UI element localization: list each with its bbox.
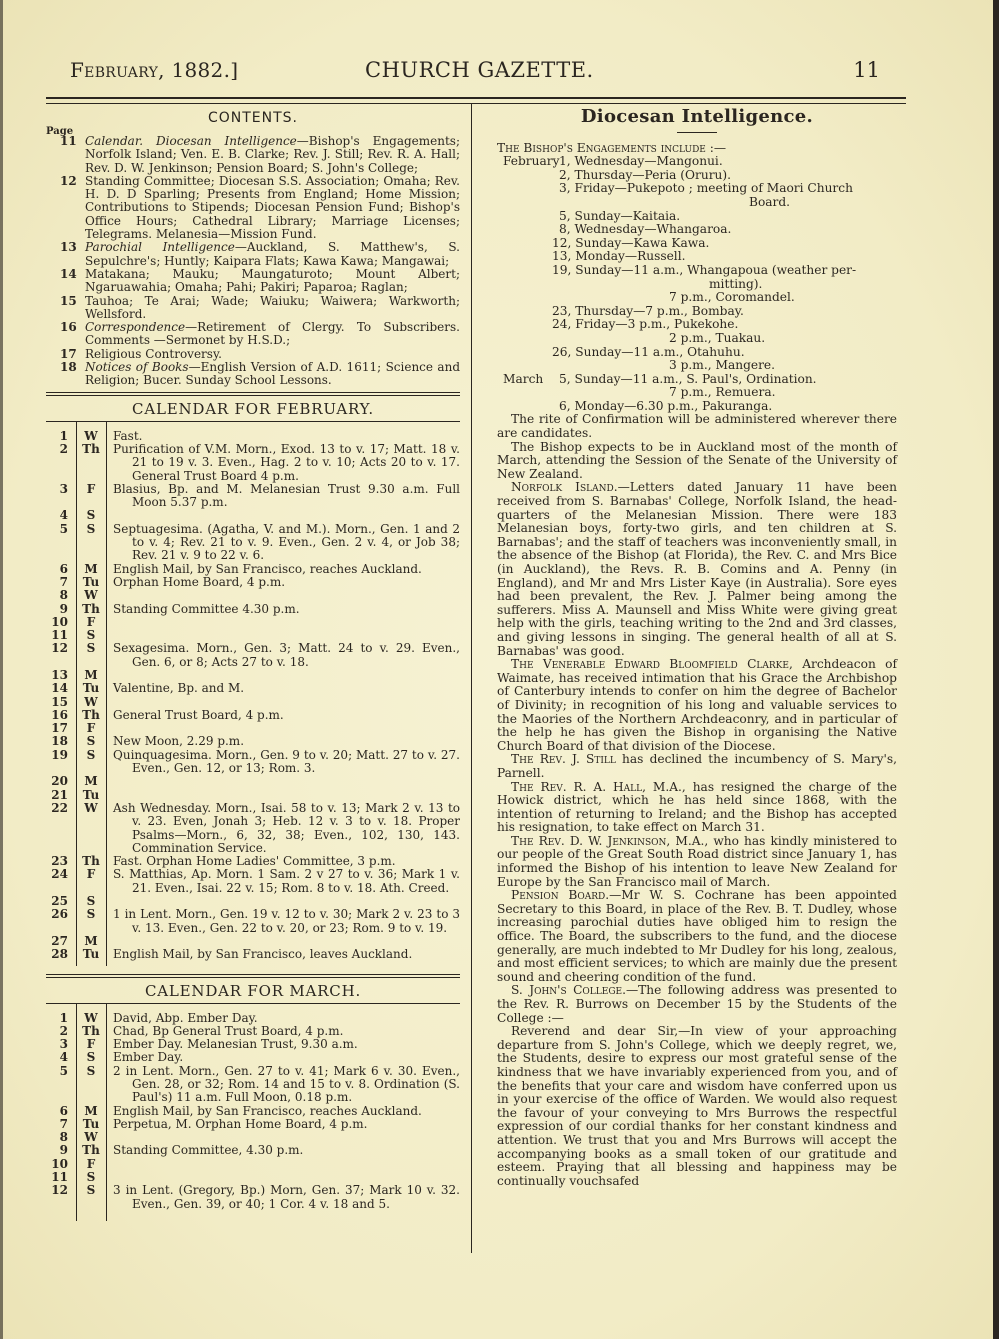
- calendar-day: 10: [51, 1156, 68, 1171]
- paragraph-text: Reverend and dear Sir,—In view of your approaching departure from S. John's College, which we deeply regret, we, the Students, desire to express our most grateful sense of the kindness that we have invariably experienced from you, and of the benefits that your care and wisdom have conferred upon us in your exercise of the office of Warden. We would also request the favour of your conveying to Mrs Burrows the respectful expression of our cordial thanks for her constant kindness and attention. We trust that you and Mrs Burrows will accept the accompanying books as a small token of our gratitude and esteem. Praying that all blessing and happiness may be continually vouchsafed: [497, 1024, 897, 1188]
- contents-item: [46, 268, 460, 295]
- section-rule: [46, 974, 460, 978]
- calendar-row: [46, 775, 460, 788]
- engagement-text: 3, Friday—Pukepoto ; meeting of Maori Church: [559, 181, 853, 196]
- calendar-entry: David, Abp. Ember Day.: [113, 1010, 258, 1025]
- paragraph-text: The rite of Confirmation will be administered wherever there are candidates.: [497, 412, 897, 441]
- article-paragraph: [497, 753, 897, 780]
- engagement-text: 6, Monday—6.30 p.m., Pakuranga.: [559, 398, 773, 413]
- calendar-row: [46, 948, 460, 961]
- engagement-line: [497, 386, 897, 400]
- contents-page-number: 14: [60, 266, 77, 281]
- calendar-day: 18: [51, 734, 68, 749]
- contents-item-text: —English Version of A.D. 1611; Science and Religion; Bucer. Sunday School Lessons.: [85, 360, 460, 388]
- page-edge-left: [0, 0, 3, 1339]
- calendar-weekday: W: [84, 428, 98, 443]
- contents-page-number: 17: [60, 346, 77, 361]
- engagement-text: 5, Sunday—11 a.m., S. Paul's, Ordination.: [559, 371, 817, 386]
- calendar-entry: 3 in Lent. (Gregory, Bp.) Morn, Gen. 37; Mark 10 v. 32. Even., Gen. 39, or 40; 1 Cor. 4 v. 18 and 5.: [113, 1183, 460, 1211]
- calendar-row: [46, 629, 460, 642]
- contents-item: [46, 175, 460, 241]
- right-column: [497, 104, 897, 1188]
- calendar-entry: [106, 669, 460, 682]
- calendar-weekday: S: [86, 1050, 96, 1065]
- article-paragraph: [497, 835, 897, 889]
- calendar-weekday: Tu: [82, 787, 100, 802]
- contents-item-text: —Auckland, S. Matthew's, S. Sepulchre's; Huntly; Kaipara Flats; Kawa Kawa; Mangawai;: [85, 240, 460, 268]
- calendar-entry: 1 in Lent. Morn., Gen. 19 v. 12 to v. 30; Mark 2 v. 23 to 3 v. 13. Even., Gen. 22 to v. 20, or 23; Rom. 9 to v. 19.: [113, 907, 460, 935]
- calendar-entry: [106, 1158, 460, 1171]
- calendar-row: [46, 709, 460, 722]
- calendar-day: 5: [59, 1063, 68, 1078]
- calendar-weekday: Th: [82, 441, 100, 456]
- header-rule: [46, 97, 906, 104]
- contents-section-title: Correspondence: [85, 320, 186, 335]
- calendar-weekday: W: [84, 1010, 98, 1025]
- issue-date: February, 1882.]: [70, 58, 239, 82]
- calendar-entry: Perpetua, M. Orphan Home Board, 4 p.m.: [113, 1116, 368, 1131]
- calendar-row: [46, 682, 460, 695]
- calendar-row: [46, 443, 460, 483]
- calendar-day: 28: [51, 947, 68, 962]
- paragraph-lead: The Rev. J. Still: [511, 752, 616, 767]
- calendar-day: 9: [59, 1143, 68, 1158]
- engagement-text: 12, Sunday—Kawa Kawa.: [552, 235, 710, 250]
- engagement-text: 26, Sunday—11 a.m., Otahuhu.: [552, 344, 745, 359]
- page-number: 11: [853, 58, 880, 82]
- calendar-day: 27: [51, 933, 68, 948]
- calendar-row: [46, 1038, 460, 1051]
- calendar-entry: [106, 722, 460, 735]
- paragraph-text: M.A., has resigned the charge of the Howick district, which he has held since 1868, with the intention of returning to Ireland; and the Bishop has accepted his resignation, to take effect on March 31.: [497, 779, 897, 835]
- calendar-row: [46, 908, 460, 935]
- contents-page-number: 11: [60, 134, 77, 148]
- title-rule: [677, 132, 717, 133]
- calendar-entry: [106, 589, 460, 602]
- engagement-month: February: [503, 154, 560, 169]
- calendar-day: 11: [51, 628, 68, 643]
- contents-item: [46, 361, 460, 388]
- calendar-day: 10: [51, 614, 68, 629]
- calendar-day: 1: [59, 428, 68, 443]
- calendar-day: 7: [59, 1116, 68, 1131]
- left-column: [46, 104, 460, 1221]
- contents-item: [46, 135, 460, 175]
- calendar-weekday: M: [84, 1103, 98, 1118]
- contents-item-text: Standing Committee; Diocesan S.S. Association; Omaha; Rev. H. D. D Sparling; Presents from England; Home Mission; Contributions to Stipends; Diocesan Pension Fund; Bishop's Office Hours; Cathedral Library; Marriage Licenses; Telegrams. Melanesia—Mission Fund.: [85, 173, 460, 242]
- calendar-day: 11: [51, 1170, 68, 1185]
- february-calendar: [46, 422, 460, 966]
- calendar-day: 2: [59, 441, 68, 456]
- paragraph-text: The Bishop expects to be in Auckland most of the month of March, attending the Session of the Senate of the University of New Zealand.: [497, 439, 897, 481]
- running-head: [70, 58, 880, 88]
- calendar-entry: [106, 696, 460, 709]
- engagement-line: [497, 182, 897, 196]
- calendar-row: [46, 895, 460, 908]
- calendar-day: 23: [51, 854, 68, 869]
- calendar-row: [46, 483, 460, 510]
- article-paragraph: [497, 441, 897, 482]
- calendar-entry: Fast. Orphan Home Ladies' Committee, 3 p.m.: [113, 854, 396, 869]
- paragraph-text: Archdeacon of Waimate, has received intimation that his Grace the Archbishop of Canterbury intends to confer on him the degree of Bachelor of Divinity; in recognition of his long and valuable services to the Maories of the Northern Archdeaconry, and in particular of the help he has given the Bishop in organising the Native Church Board of that division of the Diocese.: [497, 657, 897, 753]
- engagement-text: 19, Sunday—11 a.m., Whangapoua (weather per-: [552, 262, 857, 277]
- calendar-day: 1: [59, 1010, 68, 1025]
- calendar-row: [46, 1065, 460, 1105]
- calendar-entry: Orphan Home Board, 4 p.m.: [113, 574, 286, 589]
- calendar-entry: English Mail, by San Francisco, leaves Auckland.: [113, 947, 413, 962]
- engagement-line: [497, 250, 897, 264]
- calendar-row: [46, 868, 460, 895]
- calendar-weekday: S: [86, 1170, 96, 1185]
- calendar-weekday: W: [84, 588, 98, 603]
- engagement-text: 8, Wednesday—Whangaroa.: [559, 222, 732, 237]
- paragraph-text: M.A., who has kindly ministered to our people of the Great South Road district since January 1, has informed the Bishop of his intention to leave New Zealand for Europe by the San Francisco mail of March.: [497, 833, 898, 889]
- engagement-line: [497, 155, 897, 169]
- calendar-row: [46, 1158, 460, 1171]
- contents-item: [46, 321, 460, 348]
- article-paragraph: [497, 481, 897, 658]
- contents-page-number: 16: [60, 320, 77, 335]
- calendar-weekday: Tu: [82, 1116, 100, 1131]
- calendar-row: [46, 509, 460, 522]
- march-calendar: [46, 1004, 460, 1221]
- engagement-text: 3 p.m., Mangere.: [669, 358, 776, 373]
- contents-title: CONTENTS.: [207, 110, 299, 126]
- calendar-weekday: F: [86, 721, 96, 736]
- contents-item: [46, 295, 460, 322]
- calendar-day: 2: [59, 1023, 68, 1038]
- calendar-entry: Ember Day. Melanesian Trust, 9.30 a.m.: [113, 1037, 358, 1052]
- calendar-row: [46, 616, 460, 629]
- paragraph-lead: The Venerable Edward Bloomfield Clarke,: [511, 657, 793, 672]
- contents-page-number: 13: [60, 240, 77, 255]
- engagement-text: 7 p.m., Coromandel.: [669, 290, 795, 305]
- engagement-line: [497, 291, 897, 305]
- engagement-text: 2, Thursday—Peria (Oruru).: [559, 167, 732, 182]
- paragraph-lead: S. John's College.: [511, 983, 626, 998]
- calendar-entry: [106, 1131, 460, 1144]
- calendar-row: [46, 935, 460, 948]
- calendar-row: [46, 696, 460, 709]
- engagement-text: Board.: [749, 194, 791, 209]
- calendar-day: 24: [51, 867, 68, 882]
- contents-page-number: 15: [60, 293, 77, 308]
- engagement-line: [497, 318, 897, 332]
- calendar-weekday: S: [86, 734, 96, 749]
- calendar-entry: [106, 1171, 460, 1184]
- calendar-row: [46, 576, 460, 589]
- article-paragraph: [497, 984, 897, 1025]
- calendar-day: 3: [59, 1037, 68, 1052]
- calendar-day: 19: [51, 747, 68, 762]
- calendar-day: 6: [59, 561, 68, 576]
- calendar-entry: English Mail, by San Francisco, reaches Auckland.: [113, 561, 422, 576]
- engagement-text: 1, Wednesday—Mangonui.: [559, 154, 723, 169]
- calendar-weekday: M: [84, 933, 98, 948]
- engagement-text: 23, Thursday—7 p.m., Bombay.: [552, 303, 744, 318]
- paragraph-text: —Letters dated January 11 have been received from S. Barnabas' College, Norfolk Island, the head-quarters of the Melanesian Mission. There were 183 Melanesian boys, forty-two girls, and ten children at S. Barnabas'; and the staff of teachers was inconveniently small, in the absence of the Bishop (at Florida), the Rev. C. and Mrs Bice (in Auckland), the Revs. R. B. Comins and A. Penny (in England), and Mr and Mrs Lister Kaye (in Australia). Sore eyes had been prevalent, the Rev. J. Palmer being among the sufferers. Miss A. Maunsell and Miss White were giving great help with the girls, teaching writing to the 2nd and 3rd classes, and giving lessons in singing. The general health of all at S. Barnabas' was good.: [497, 480, 897, 658]
- calendar-day: 12: [51, 641, 68, 656]
- contents-page-number: 18: [60, 360, 77, 375]
- calendar-day: 12: [51, 1183, 68, 1198]
- calendar-row: [46, 1131, 460, 1144]
- bishop-engagements: [497, 155, 897, 413]
- calendar-weekday: Tu: [82, 947, 100, 962]
- calendar-day: 25: [51, 894, 68, 909]
- calendar-weekday: S: [86, 1183, 96, 1198]
- engagement-line: [497, 196, 897, 210]
- calendar-weekday: F: [86, 1156, 96, 1171]
- engagement-line: [497, 264, 897, 278]
- calendar-weekday: Th: [82, 854, 100, 869]
- calendar-weekday: Th: [82, 1023, 100, 1038]
- february-calendar-title: CALENDAR FOR FEBRUARY.: [132, 399, 374, 418]
- calendar-row: [46, 1012, 460, 1025]
- calendar-entry: Quinquagesima. Morn., Gen. 9 to v. 20; Matt. 27 to v. 27. Even., Gen. 12, or 13; Rom. 3.: [113, 747, 460, 776]
- calendar-weekday: M: [84, 561, 98, 576]
- calendar-entry: Valentine, Bp. and M.: [113, 681, 245, 696]
- engagements-intro: The Bishop's Engagements include :—: [497, 140, 727, 155]
- calendar-row: [46, 789, 460, 802]
- calendar-weekday: Tu: [82, 681, 100, 696]
- column-divider: [471, 103, 472, 1253]
- calendar-row: [46, 603, 460, 616]
- calendar-day: 8: [59, 588, 68, 603]
- calendar-weekday: Tu: [82, 574, 100, 589]
- calendar-row: [46, 1025, 460, 1038]
- calendar-row: [46, 802, 460, 855]
- calendar-weekday: S: [86, 747, 96, 762]
- calendar-entry: Fast.: [113, 428, 143, 443]
- article-paragraph: [497, 658, 897, 753]
- calendar-day: 13: [51, 667, 68, 682]
- engagement-line: [497, 210, 897, 224]
- calendar-day: 22: [51, 800, 68, 815]
- engagement-text: 7 p.m., Remuera.: [669, 385, 776, 400]
- calendar-row: [46, 1105, 460, 1118]
- contents-section-title: Parochial Intelligence: [85, 240, 235, 255]
- calendar-day: 8: [59, 1130, 68, 1145]
- calendar-weekday: S: [86, 894, 96, 909]
- paragraph-text: —Mr W. S. Cochrane has been appointed Secretary to this Board, in place of the Rev. B. T. Dudley, whose increasing parochial duties have obliged him to resign the office. The Board, the subscribers to the fund, and the diocese generally, are much indebted to Mr Dudley for his long, zealous, and most efficient services; to which are mainly due the present sound and cheering condition of the fund.: [497, 888, 897, 984]
- paragraph-lead: Norfolk Island.: [511, 480, 618, 495]
- calendar-weekday: M: [84, 667, 98, 682]
- article-paragraph: [497, 781, 897, 835]
- engagement-line: [497, 373, 897, 387]
- calendar-row: [46, 563, 460, 576]
- contents-item: [46, 241, 460, 268]
- calendar-entry: Chad, Bp General Trust Board, 4 p.m.: [113, 1023, 344, 1038]
- engagement-line: [497, 332, 897, 346]
- engagement-text: 5, Sunday—Kaitaia.: [559, 208, 681, 223]
- calendar-entry: Standing Committee 4.30 p.m.: [113, 601, 300, 616]
- calendar-day: 16: [51, 707, 68, 722]
- calendar-entry: Ash Wednesday. Morn., Isai. 58 to v. 13; Mark 2 v. 13 to v. 23. Even, Jonah 3; Heb. 12 v. 3 to v. 18. Proper Psalms—Morn., 6, 32, 38; Even., 102, 130, 143. Commination Service.: [113, 800, 460, 855]
- calendar-day: 4: [59, 1050, 68, 1065]
- calendar-entry: Septuagesima. (Agatha, V. and M.). Morn., Gen. 1 and 2 to v. 4; Rev. 21 to v. 9. Even., Gen. 2 v. 4, or Job 38; Rev. 21 v. 9 to 22 v. 6.: [113, 521, 460, 563]
- publication-title: CHURCH GAZETTE.: [365, 58, 594, 82]
- contents-item-text: Religious Controversy.: [85, 346, 222, 361]
- contents-item-text: —Bishop's Engagements; Norfolk Island; Ven. E. B. Clarke; Rev. J. Still; Rev. R. A. Hall; Rev. D. W. Jenkinson; Pension Board; S. John's College;: [85, 134, 460, 175]
- engagement-line: [497, 223, 897, 237]
- calendar-entry: [106, 509, 460, 522]
- calendar-day: 21: [51, 787, 68, 802]
- calendar-entry: S. Matthias, Ap. Morn. 1 Sam. 2 v 27 to v. 36; Mark 1 v. 21. Even., Isai. 22 v. 15; Rom. 8 to v. 18. Ath. Creed.: [113, 867, 460, 895]
- calendar-day: 15: [51, 694, 68, 709]
- calendar-row: [46, 642, 460, 669]
- contents-item: [46, 348, 460, 361]
- calendar-row: [46, 1184, 460, 1211]
- calendar-row: [46, 1171, 460, 1184]
- calendar-weekday: S: [86, 521, 96, 536]
- engagement-line: [497, 278, 897, 292]
- calendar-entry: Blasius, Bp. and M. Melanesian Trust 9.30 a.m. Full Moon 5.37 p.m.: [113, 481, 460, 510]
- contents-section-title: Notices of Books: [85, 360, 189, 375]
- calendar-weekday: W: [84, 694, 98, 709]
- calendar-day: 7: [59, 574, 68, 589]
- calendar-day: 26: [51, 907, 68, 922]
- diocesan-paragraphs: [497, 413, 897, 1188]
- contents-item-text: Tauhoa; Te Arai; Wade; Waiuku; Waiwera; Warkworth; Wellsford.: [85, 293, 460, 321]
- calendar-row: [46, 722, 460, 735]
- page-edge-right: [993, 0, 999, 1339]
- paragraph-lead: Pension Board.: [511, 888, 610, 903]
- contents-section-title: Calendar. Diocesan Intelligence: [85, 134, 297, 148]
- calendar-day: 5: [59, 521, 68, 536]
- calendar-entry: [106, 935, 460, 948]
- calendar-weekday: S: [86, 641, 96, 656]
- calendar-row: [46, 735, 460, 748]
- calendar-row: [46, 749, 460, 776]
- calendar-day: 3: [59, 481, 68, 496]
- contents-item-text: —Retirement of Clergy. To Subscribers. Comments —Sermonet by H.S.D.;: [85, 320, 460, 348]
- calendar-entry: General Trust Board, 4 p.m.: [113, 707, 284, 722]
- calendar-day: 9: [59, 601, 68, 616]
- calendar-weekday: S: [86, 628, 96, 643]
- article-paragraph: [497, 413, 897, 440]
- paragraph-lead: The Rev. D. W. Jenkinson,: [511, 833, 671, 848]
- engagement-line: [497, 346, 897, 360]
- calendar-weekday: F: [86, 867, 96, 882]
- section-rule: [46, 392, 460, 396]
- calendar-entry: 2 in Lent. Morn., Gen. 27 to v. 41; Mark 6 v. 30. Even., Gen. 28, or 32; Rom. 14 and 15 to v. 8. Ordination (S. Paul's) 11 a.m. Full Moon, 0.18 p.m.: [113, 1063, 460, 1105]
- engagement-line: [497, 169, 897, 183]
- calendar-day: 17: [51, 721, 68, 736]
- calendar-day: 20: [51, 774, 68, 789]
- calendar-day: 14: [51, 681, 68, 696]
- calendar-row: [46, 430, 460, 443]
- calendar-entry: English Mail, by San Francisco, reaches Auckland.: [113, 1103, 422, 1118]
- calendar-day: 4: [59, 508, 68, 523]
- engagement-line: [497, 359, 897, 373]
- engagement-text: 2 p.m., Tuakau.: [669, 330, 766, 345]
- calendar-weekday: W: [84, 800, 98, 815]
- calendar-entry: [106, 629, 460, 642]
- march-calendar-title: CALENDAR FOR MARCH.: [144, 981, 362, 1000]
- engagement-line: [497, 305, 897, 319]
- contents-item-text: Matakana; Mauku; Maungaturoto; Mount Albert; Ngaruawahia; Omaha; Pahi; Pakiri; Paparoa; Raglan;: [85, 266, 460, 295]
- contents-list: [46, 135, 460, 388]
- calendar-weekday: Th: [82, 601, 100, 616]
- calendar-weekday: W: [84, 1130, 98, 1145]
- calendar-weekday: F: [86, 614, 96, 629]
- calendar-row: [46, 669, 460, 682]
- calendar-entry: Sexagesima. Morn., Gen. 3; Matt. 24 to v. 29. Even., Gen. 6, or 8; Acts 27 to v. 18.: [113, 641, 460, 669]
- calendar-entry: Standing Committee, 4.30 p.m.: [113, 1143, 304, 1158]
- engagement-text: 13, Monday—Russell.: [552, 249, 686, 264]
- paragraph-text: has declined the incumbency of S. Mary's, Parnell.: [497, 752, 897, 780]
- calendar-weekday: F: [86, 481, 96, 496]
- engagement-month: March: [503, 371, 544, 386]
- article-paragraph: [497, 889, 897, 984]
- calendar-weekday: M: [84, 774, 98, 789]
- calendar-weekday: S: [86, 1063, 96, 1078]
- calendar-weekday: S: [86, 907, 96, 922]
- calendar-row: [46, 1144, 460, 1157]
- article-paragraph: [497, 1025, 897, 1188]
- contents-page-number: 12: [60, 173, 77, 188]
- engagement-line: [497, 400, 897, 414]
- calendar-entry: New Moon, 2.29 p.m.: [113, 734, 245, 749]
- calendar-weekday: Th: [82, 707, 100, 722]
- calendar-entry: Ember Day.: [113, 1050, 184, 1065]
- calendar-weekday: S: [86, 508, 96, 523]
- calendar-weekday: F: [86, 1037, 96, 1052]
- calendar-weekday: Th: [82, 1143, 100, 1158]
- engagement-line: [497, 237, 897, 251]
- page-label: Page: [46, 126, 74, 137]
- calendar-entry: [106, 895, 460, 908]
- calendar-row: [46, 1118, 460, 1131]
- calendar-day: 6: [59, 1103, 68, 1118]
- calendar-row: [46, 589, 460, 602]
- engagement-text: 24, Friday—3 p.m., Pukekohe.: [552, 317, 739, 332]
- calendar-entry: [106, 789, 460, 802]
- diocesan-intelligence-title: Diocesan Intelligence.: [580, 106, 814, 127]
- paragraph-text: —The following address was presented to the Rev. R. Burrows on December 15 by the Students of the College :—: [497, 983, 897, 1025]
- engagement-text: mitting).: [709, 276, 763, 291]
- paragraph-lead: The Rev. R. A. Hall,: [511, 779, 646, 794]
- calendar-row: [46, 1051, 460, 1064]
- calendar-entry: Purification of V.M. Morn., Exod. 13 to v. 17; Matt. 18 v. 21 to 19 v. 3. Even., Hag. 2 to v. 10; Acts 20 to v. 17. General Trust Board 4 p.m.: [113, 441, 460, 483]
- calendar-row: [46, 523, 460, 563]
- calendar-entry: [106, 775, 460, 788]
- calendar-entry: [106, 616, 460, 629]
- calendar-row: [46, 855, 460, 868]
